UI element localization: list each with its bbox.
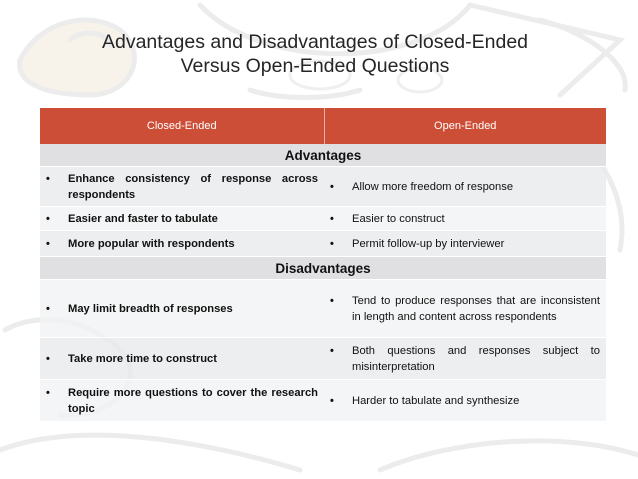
row-left-text: More popular with respondents [68, 237, 235, 250]
row-left-text: Enhance consistency of response across respondents [68, 172, 318, 201]
row-right-text: Harder to tabulate and synthesize [352, 394, 520, 407]
table-row [40, 380, 606, 422]
section-label: Disadvantages [40, 257, 606, 280]
bullet-icon: • [330, 344, 334, 357]
row-right-text: Both questions and responses subject to misinterpretation [352, 344, 600, 373]
bullet-icon: • [330, 294, 334, 307]
section-row-advantages [40, 144, 606, 167]
row-right-text: Permit follow-up by interviewer [352, 237, 505, 250]
row-right-text: Easier to construct [352, 212, 445, 225]
section-label: Advantages [40, 144, 606, 167]
row-left-text: May limit breadth of responses [68, 302, 233, 315]
table-row [40, 280, 606, 338]
section-row-disadvantages [40, 257, 606, 280]
table-row [40, 338, 606, 380]
row-right-text: Allow more freedom of response [352, 180, 514, 193]
title-line-1: Advantages and Disadvantages of Closed-Ended [101, 31, 529, 53]
row-left-text: Require more questions to cover the research topic [68, 386, 318, 415]
row-left-text: Easier and faster to tabulate [68, 212, 218, 225]
bullet-icon: • [330, 237, 334, 250]
bullet-icon: • [46, 212, 50, 225]
bullet-icon: • [330, 212, 334, 225]
bullet-icon: • [330, 394, 334, 407]
table-row [40, 231, 606, 257]
bullet-icon: • [330, 180, 334, 193]
bullet-icon: • [46, 302, 50, 315]
comparison-table [40, 108, 606, 422]
slide-title [60, 30, 570, 78]
table-header-row [40, 108, 606, 144]
table-row [40, 207, 606, 231]
bullet-icon: • [46, 172, 50, 185]
header-closed-ended: Closed-Ended [40, 108, 324, 144]
row-right-text: Tend to produce responses that are inconsistent in length and content across respondents [352, 294, 600, 323]
row-left-text: Take more time to construct [68, 352, 217, 365]
title-line-2: Versus Open-Ended Questions [180, 55, 450, 77]
bullet-icon: • [46, 237, 50, 250]
bullet-icon: • [46, 352, 50, 365]
table-row [40, 167, 606, 207]
bullet-icon: • [46, 386, 50, 399]
header-open-ended: Open-Ended [324, 108, 606, 144]
